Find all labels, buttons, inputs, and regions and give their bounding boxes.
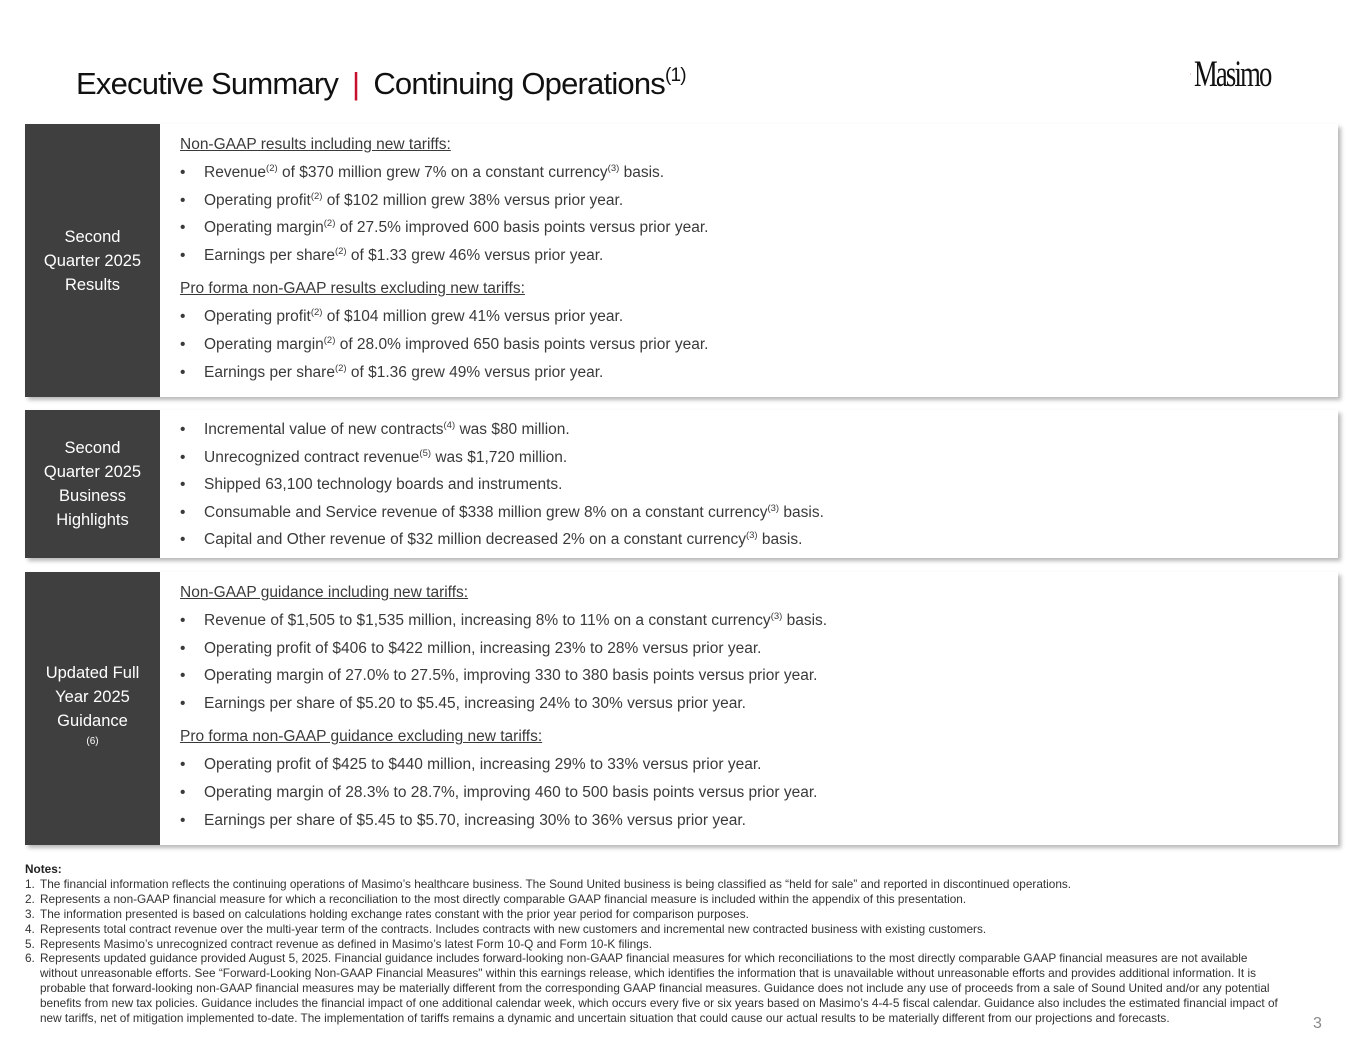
bullet-item: • Operating margin of 27.0% to 27.5%, improving 330 to 380 basis points versus prior year.: [180, 667, 818, 685]
page-number: 3: [1313, 1015, 1322, 1032]
section-label: [25, 572, 160, 845]
bullet-item: • Shipped 63,100 technology boards and instruments.: [180, 476, 563, 494]
footnote-item: 5. Represents Masimo’s unrecognized contract revenue as defined in Masimo’s latest Form 10-Q and Form 10-K filings.: [25, 936, 652, 951]
group-heading: Pro forma non-GAAP guidance excluding new tariffs:: [180, 728, 543, 746]
footnote-item: 1. The financial information reflects the continuing operations of Masimo’s healthcare business. The Sound United business is being classified as “held for sale” and reported in discontinued operations.: [25, 876, 1072, 891]
bullet-item: • Earnings per share of $5.45 to $5.70, increasing 30% to 36% versus prior year.: [180, 811, 746, 829]
title-separator: |: [352, 66, 360, 101]
section-label-line: Second: [64, 439, 121, 457]
bullet-item: • Earnings per share$^{(2)}$ of $1.33 grew 46% versus prior year.: [180, 245, 604, 264]
bullet-item: • Earnings per share$^{(2)}$ of $1.36 grew 49% versus prior year.: [180, 362, 604, 381]
q2-business-highlights-section: [25, 410, 1338, 558]
bullet-item: • Operating profit$^{(2)}$ of $104 million grew 41% versus prior year.: [180, 307, 624, 326]
bullet-item: • Consumable and Service revenue of $338 million grew 8% on a constant currency$^{(3)}$ basis.: [180, 502, 824, 521]
title-main: Executive Summary: [76, 66, 339, 101]
bullet-item: • Unrecognized contract revenue$^{(5)}$ was $1,720 million.: [180, 447, 568, 466]
masimo-logo: [1190, 52, 1300, 96]
section-content: [180, 582, 1328, 837]
section-content: [180, 134, 1328, 389]
bullet-item: • Earnings per share of $5.20 to $5.45, increasing 24% to 30% versus prior year.: [180, 694, 746, 712]
fy2025-guidance-section: [25, 572, 1338, 845]
section-label: [25, 410, 160, 558]
bullet-item: • Operating margin$^{(2)}$ of 28.0% improved 650 basis points versus prior year.: [180, 334, 709, 353]
footnote-item: 4. Represents total contract revenue over the multi-year term of the contracts. Includes contracts with new customers and incremental new contracted business with existing customers.: [25, 921, 987, 936]
section-label: [25, 124, 160, 397]
section-label-line: Guidance $^{(6)}$: [57, 711, 128, 747]
bullet-item: • Operating profit$^{(2)}$ of $102 million grew 38% versus prior year.: [180, 190, 624, 209]
group-heading: Pro forma non-GAAP results excluding new tariffs:: [180, 280, 525, 298]
section-label-line: Quarter 2025: [43, 251, 142, 270]
bullet-item: • Operating margin of 28.3% to 28.7%, improving 460 to 500 basis points versus prior year.: [180, 783, 818, 801]
section-label-line: Updated Full: [45, 663, 140, 682]
group-heading: Non-GAAP guidance including new tariffs:: [180, 584, 469, 601]
section-label-line: Highlights: [56, 511, 129, 529]
footnote-item: 3. The information presented is based on calculations holding exchange rates constant with the prior year period for comparison purposes.: [25, 906, 749, 921]
page-title: [76, 66, 686, 102]
bullet-item: • Revenue of $1,505 to $1,535 million, increasing 8% to 11% on a constant currency$^{(3)}$ basis.: [180, 611, 828, 629]
section-content: [180, 419, 1328, 557]
masimo-wordmark: Masimo: [1193, 53, 1271, 95]
title-sub: Continuing Operations: [373, 66, 665, 101]
masimo-heart-arrow-icon: [1190, 55, 1191, 93]
q2-results-section: [25, 124, 1338, 397]
section-label-line: Results: [64, 275, 120, 294]
section-label-line: Year 2025: [55, 687, 130, 706]
notes-heading: Notes:: [25, 862, 62, 876]
section-label-line: Quarter 2025: [43, 463, 142, 481]
bullet-item: • Operating profit of $406 to $422 million, increasing 23% to 28% versus prior year.: [180, 639, 762, 657]
section-label-line: Second: [64, 227, 121, 246]
bullet-item: • Revenue$^{(2)}$ of $370 million grew 7% on a constant currency$^{(3)}$ basis.: [180, 163, 665, 181]
bullet-item: • Capital and Other revenue of $32 million decreased 2% on a constant currency$^{(3)}$ basis.: [180, 530, 803, 549]
bullet-item: • Operating margin$^{(2)}$ of 27.5% improved 600 basis points versus prior year.: [180, 218, 709, 237]
group-heading: Non-GAAP results including new tariffs:: [180, 136, 451, 153]
section-label-line: Business: [59, 487, 126, 505]
bullet-item: • Incremental value of new contracts$^{(4)}$ was $80 million.: [180, 420, 570, 438]
footnote-item: 2. Represents a non-GAAP financial measure for which a reconciliation to the most directly comparable GAAP financial measure is included within the appendix of this presentation.: [25, 891, 967, 906]
title-footnote-ref: (1): [664, 65, 686, 86]
bullet-item: • Operating profit of $425 to $440 million, increasing 29% to 33% versus prior year.: [180, 756, 762, 774]
footnotes: [25, 862, 1285, 1026]
footnote-item: 6. Represents updated guidance provided August 5, 2025. Financial guidance includes forward-looking non-GAAP financial measures for which reconciliations to the most directly comparable GAAP financial measures are not available without unreasonable efforts. See “Forward-Looking Non-GAAP Financial Measures" within this earnings release, which identifies the information that is unavailable without unreasonable efforts and provides additional information. It is probable that forward-looking non-GAAP financial measures may be materially different from the corresponding GAAP financial measures. Guidance does not include any use of proceeds from a sale of Sound United and/or any potential benefits from new tax policies. Guidance includes the financial impact of one additional calendar week, which occurs every five or six years based on Masimo’s 4-4-5 fiscal calendar. Guidance also includes the estimated financial impact of new tariffs, net of mitigation implemented to-date. The implementation of tariffs remains a dynamic and uncertain situation that could cause our actual results to be materially different from our projections and forecasts.: [25, 951, 1278, 1026]
